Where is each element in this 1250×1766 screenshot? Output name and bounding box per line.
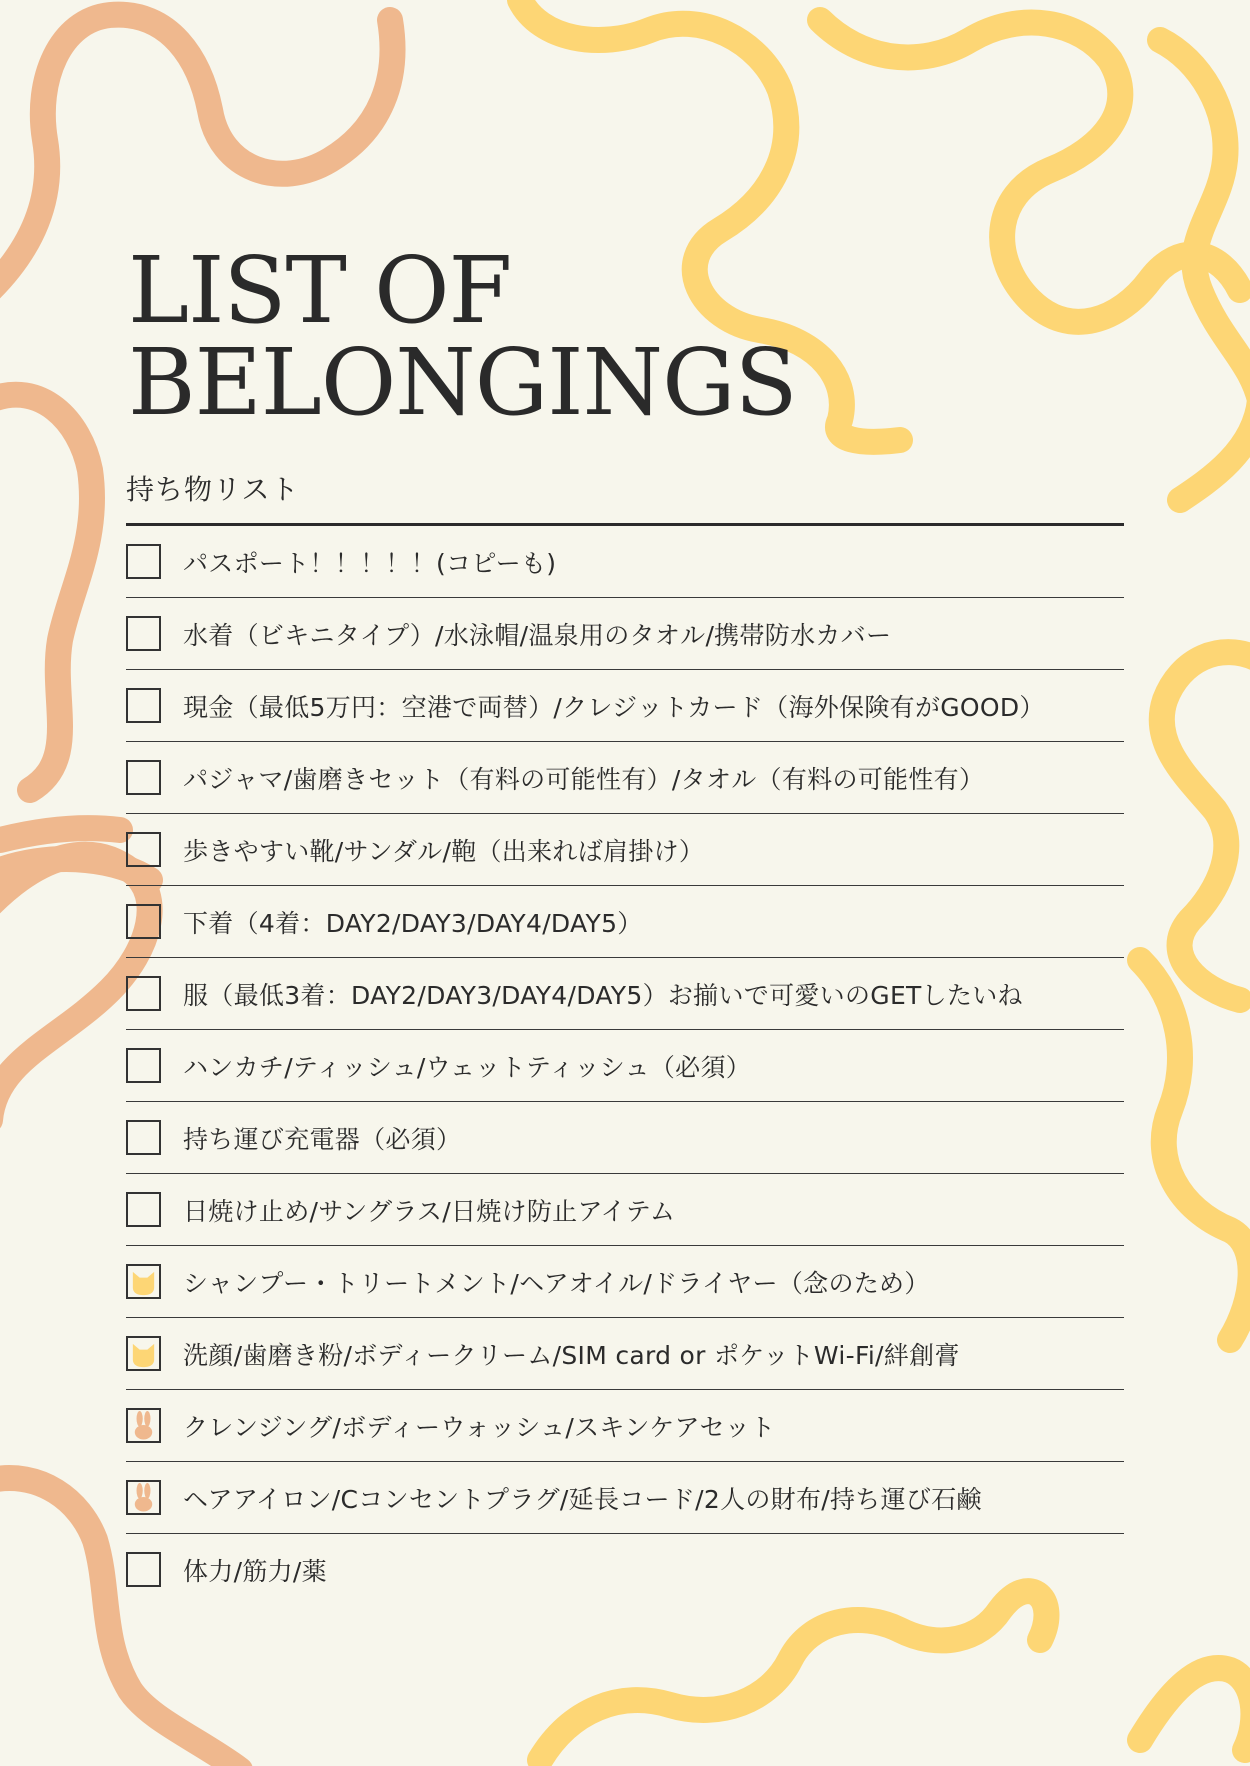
checklist-item xyxy=(126,1102,1124,1174)
rabbit-icon xyxy=(128,1482,159,1513)
checklist-item xyxy=(126,1246,1124,1318)
checkbox[interactable] xyxy=(126,688,161,723)
checklist-item-label: 体力/筋力/薬 xyxy=(183,1556,327,1586)
checklist-item xyxy=(126,1390,1124,1462)
checklist-item xyxy=(126,1030,1124,1102)
checkbox[interactable] xyxy=(126,1120,161,1155)
page-subtitle: 持ち物リスト xyxy=(126,473,300,506)
checkbox[interactable] xyxy=(126,1336,161,1371)
checklist-item xyxy=(126,958,1124,1030)
cat-icon xyxy=(128,1338,159,1369)
checklist-item-label: クレンジング/ボディーウォッシュ/スキンケアセット xyxy=(183,1412,776,1442)
checklist-item-label: 現金（最低5万円：空港で両替）/クレジットカード（海外保険有がGOOD） xyxy=(183,692,1045,722)
checkbox[interactable] xyxy=(126,544,161,579)
checkbox[interactable] xyxy=(126,760,161,795)
checklist xyxy=(126,526,1124,1605)
checklist-item xyxy=(126,1534,1124,1605)
checklist-item-label: 水着（ビキニタイプ）/水泳帽/温泉用のタオル/携帯防水カバー xyxy=(183,620,892,650)
checklist-item xyxy=(126,598,1124,670)
checklist-item xyxy=(126,742,1124,814)
checklist-item xyxy=(126,814,1124,886)
checkbox[interactable] xyxy=(126,976,161,1011)
cat-icon xyxy=(128,1266,159,1297)
checklist-item-label: 洗顔/歯磨き粉/ボディークリーム/SIM card or ポケットWi-Fi/絆創膏 xyxy=(183,1340,960,1370)
checkbox[interactable] xyxy=(126,616,161,651)
checklist-item-label: 歩きやすい靴/サンダル/鞄（出来れば肩掛け） xyxy=(183,836,705,866)
checklist-item xyxy=(126,1318,1124,1390)
checklist-item-label: シャンプー・トリートメント/ヘアオイル/ドライヤー（念のため） xyxy=(183,1268,930,1298)
checkbox[interactable] xyxy=(126,832,161,867)
checklist-item xyxy=(126,670,1124,742)
checklist-item-label: パジャマ/歯磨きセット（有料の可能性有）/タオル（有料の可能性有） xyxy=(183,764,985,794)
checklist-item xyxy=(126,1462,1124,1534)
checkbox[interactable] xyxy=(126,1048,161,1083)
checkbox[interactable] xyxy=(126,1264,161,1299)
checkbox[interactable] xyxy=(126,904,161,939)
checklist-item-label: ヘアアイロン/Cコンセントプラグ/延長コード/2人の財布/持ち運び石鹸 xyxy=(183,1484,982,1514)
checklist-item-label: 下着（4着：DAY2/DAY3/DAY4/DAY5） xyxy=(183,908,643,938)
checklist-item-label: 持ち運び充電器（必須） xyxy=(183,1124,462,1154)
checkbox[interactable] xyxy=(126,1408,161,1443)
page-title xyxy=(128,237,828,436)
checklist-item xyxy=(126,1174,1124,1246)
checklist-item-label: 日焼け止め/サングラス/日焼け防止アイテム xyxy=(183,1196,676,1226)
checkbox[interactable] xyxy=(126,1552,161,1587)
checkbox[interactable] xyxy=(126,1192,161,1227)
checklist-item xyxy=(126,886,1124,958)
checklist-item-label: パスポート！！！！！(コピーも) xyxy=(183,548,557,578)
checkbox[interactable] xyxy=(126,1480,161,1515)
rabbit-icon xyxy=(128,1410,159,1441)
title-line-1: LIST OF xyxy=(128,237,512,344)
title-line-2: BELONGINGS xyxy=(128,329,797,436)
checklist-item xyxy=(126,526,1124,598)
checklist-item-label: 服（最低3着：DAY2/DAY3/DAY4/DAY5）お揃いで可愛いのGETしたいね xyxy=(183,980,1023,1010)
checklist-item-label: ハンカチ/ティッシュ/ウェットティッシュ（必須） xyxy=(183,1052,752,1082)
